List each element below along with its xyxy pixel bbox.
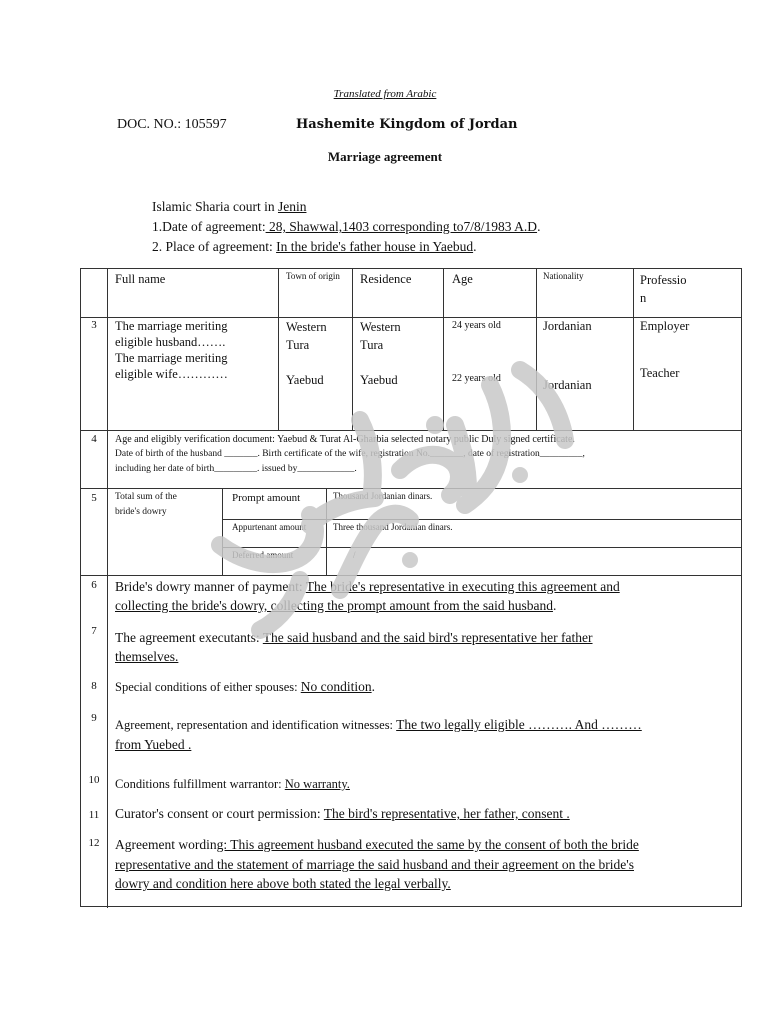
appurtenant-amount-value: Three thousand Jordanian dinars. <box>333 522 453 532</box>
date-value: 28, Shawwal,1403 corresponding to7/8/1983 A.D <box>265 219 538 234</box>
column-divider <box>633 269 634 430</box>
dowry-payment-manner <box>115 577 620 615</box>
court-value: Jenin <box>277 199 307 214</box>
agreement-wording-value: representative and the statement of marriage the said husband and their agreement on the bride's <box>115 856 634 872</box>
witnesses-label: Agreement, representation and identification witnesses: <box>115 718 397 732</box>
row-divider <box>81 575 742 576</box>
prompt-amount-value: Thousand Jordanian dinars. <box>333 491 433 501</box>
dowry-payment-value: The bride's representative in executing this agreement and <box>305 579 620 594</box>
husband-residence: Tura <box>360 338 384 352</box>
place-line <box>152 239 476 255</box>
date-label: 1.Date of agreement: <box>152 219 266 234</box>
executants-value: themselves. <box>115 649 179 664</box>
executants-value: The said husband and the said bird's representative her father <box>262 630 593 645</box>
translated-note: Translated from Arabic <box>333 88 437 100</box>
column-divider <box>536 269 537 430</box>
agreement-wording-value: dowry and condition here above both stated the legal verbally. <box>115 876 451 891</box>
column-divider <box>352 269 353 430</box>
wife-residence: Yaebud <box>360 373 398 387</box>
eligibility-verification <box>115 432 585 477</box>
dowry-payment-suffix: . <box>552 598 557 613</box>
curator-consent <box>115 805 570 823</box>
agreement-wording <box>115 835 639 894</box>
husband-profession: Employer <box>640 319 690 333</box>
row-number: 12 <box>88 837 100 849</box>
place-value: In the bride's father house in Yaebud <box>276 239 474 254</box>
row-number: 10 <box>88 774 100 786</box>
header-residence: Residence <box>360 272 412 286</box>
special-conditions <box>115 678 375 696</box>
wife-label: The marriage meriting <box>115 351 228 365</box>
row-divider <box>81 488 742 489</box>
row-divider <box>222 519 742 520</box>
column-divider <box>278 269 279 430</box>
row-number: 7 <box>91 625 97 637</box>
column-divider <box>443 269 444 430</box>
document-title: Marriage agreement <box>327 149 443 164</box>
header-profession-line: n <box>640 291 647 305</box>
husband-label: eligible husband……. <box>115 335 226 349</box>
wife-age: 22 years old <box>452 373 501 384</box>
dowry-total-label <box>115 490 177 520</box>
agreement-table <box>80 268 742 907</box>
court-line <box>152 199 306 215</box>
eligibility-line: including her date of birth_________. issued by____________. <box>115 464 357 474</box>
deferred-amount-label: Deferred amount <box>232 550 294 560</box>
dowry-payment-label: Bride's dowry manner of payment: <box>115 579 306 594</box>
residence-values <box>360 318 401 354</box>
row-number: 6 <box>91 579 97 591</box>
husband-town: Western <box>286 320 327 334</box>
dowry-total-line: Total sum of the <box>115 492 177 502</box>
eligibility-line: Date of birth of the husband _______. Birth certificate of the wife, registration No._______, date of registration_________, <box>115 449 585 459</box>
number-column-divider <box>107 269 108 908</box>
witnesses-value: The two legally eligible ………. And ……… <box>396 717 642 732</box>
header-full-name: Full name <box>115 272 166 286</box>
header-profession <box>640 271 687 307</box>
agreement-wording-value: g: This agreement husband executed the same by the consent of both the bride <box>216 837 639 852</box>
header-town-of-origin: Town of origin <box>286 271 340 281</box>
eligibility-line: Age and eligibly verification document: Yaebud & Turat Al-Gharbia selected notary public Duly signed certificate. <box>115 434 575 445</box>
agreement-executants <box>115 628 593 666</box>
special-conditions-value: No condition <box>300 679 372 694</box>
dowry-total-line: bride's dowry <box>115 507 167 517</box>
row-number: 4 <box>91 433 97 445</box>
husband-age: 24 years old <box>452 320 501 331</box>
special-conditions-suffix: . <box>371 679 375 694</box>
header-nationality: Nationality <box>543 271 584 281</box>
row-number: 11 <box>88 809 100 821</box>
row-number: 9 <box>91 712 97 724</box>
warrantor <box>115 775 350 793</box>
row-number: 3 <box>91 319 97 331</box>
row-divider <box>81 430 742 431</box>
husband-residence: Western <box>360 320 401 334</box>
place-suffix: . <box>473 239 477 254</box>
date-line <box>152 219 540 235</box>
doc-number: DOC. NO.: 105597 <box>117 117 227 132</box>
row-divider <box>222 547 742 548</box>
warrantor-label: Conditions fulfillment warrantor: <box>115 777 285 791</box>
row-number: 5 <box>91 492 97 504</box>
header-profession-line: Professio <box>640 273 687 287</box>
wife-nationality: Jordanian <box>543 378 592 392</box>
dowry-column-divider <box>222 488 223 575</box>
dowry-column-divider <box>326 488 327 575</box>
wife-label: eligible wife………… <box>115 367 228 381</box>
special-conditions-label: Special conditions of either spouses: <box>115 680 301 694</box>
header-age: Age <box>452 272 473 286</box>
executants-label: The agreement executants: <box>115 630 263 645</box>
warrantor-value: No warranty. <box>284 777 350 791</box>
husband-town: Tura <box>286 338 310 352</box>
curator-consent-value: The bird's representative, her father, consent . <box>323 806 570 821</box>
wife-town: Yaebud <box>286 373 324 387</box>
wife-profession: Teacher <box>640 366 680 380</box>
husband-label: The marriage meriting <box>115 319 228 333</box>
court-label: Islamic Sharia court in <box>152 199 278 214</box>
husband-nationality: Jordanian <box>543 319 592 333</box>
curator-consent-label: Curator's consent or court permission: <box>115 806 324 821</box>
row-number: 8 <box>91 680 97 692</box>
prompt-amount-label: Prompt amount <box>232 492 301 504</box>
witnesses <box>115 715 642 754</box>
deferred-amount-value: / <box>353 550 356 560</box>
party-names <box>115 318 228 382</box>
town-values <box>286 318 327 354</box>
dowry-payment-value: collecting the bride's dowry, collecting the prompt amount from the said husband <box>115 598 553 613</box>
agreement-wording-label: Agreement wordin <box>115 837 217 852</box>
witnesses-value: from Yuebed . <box>115 737 192 752</box>
date-suffix: . <box>537 219 541 234</box>
place-label: 2. Place of agreement: <box>152 239 277 254</box>
kingdom-heading: Hashemite Kingdom of Jordan <box>296 117 518 132</box>
appurtenant-amount-label: Appurtenant amount <box>232 522 307 532</box>
